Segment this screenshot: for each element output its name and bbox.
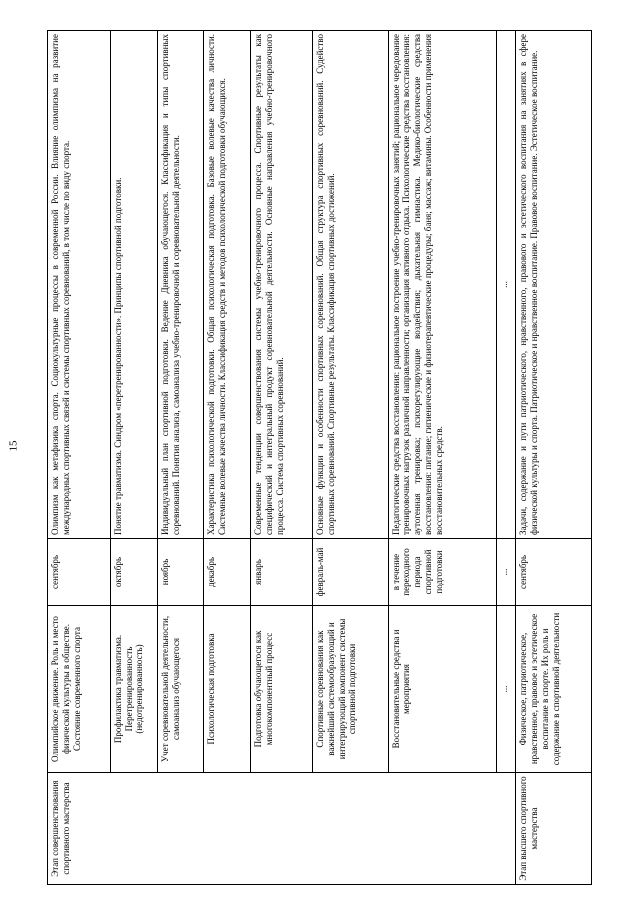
table-row bbox=[203, 31, 251, 885]
content-cell: Основные функции и особенности спортивных соревнований. Общая структура спортивных соревнований. Судейство спортивных соревнований. Спортивные результаты. Классификация спортивных достижений. bbox=[312, 31, 388, 539]
ellipsis-cell: ... bbox=[496, 31, 515, 539]
content-cell: Современные тенденции совершенствования системы учебно-тренировочного процесса. Спортивные результаты как специфический и интегральный продукт соревновательной деятельности. Основные направления учебно-тренировочного процесса. Система спортивных соревнований. bbox=[251, 31, 313, 539]
table-row bbox=[388, 31, 496, 885]
topic-cell: Спортивные соревнования как важнейший системообразующий и интегрирующий компонент системы спортивной подготовки bbox=[312, 606, 388, 773]
content-cell: Олимпизм как метафизика спорта. Социокультурные процессы в современной России. Влияние олимпизма на развитие международных спортивных связей и системы спортивных соревнований, в том числе по виду спорта. bbox=[48, 31, 111, 539]
table-row bbox=[48, 31, 111, 885]
period-cell: декабрь bbox=[203, 539, 251, 606]
content-cell: Педагогические средства восстановления: рациональное построение учебно-тренировочных занятий; рациональное чередование тренировочных нагрузок различной направленности; организация активного отдыха. Психологические средства восстановления: аутогенная тренировка; психорегулирующие воздействия; дыхательная гимнастика. Медико-биологические средства восстановления: питание; гигиенические и физиотерапевтические процедуры; баня; массаж; витамины. Особенности применения восстановительных средств. bbox=[388, 31, 496, 539]
period-cell: февраль-май bbox=[312, 539, 388, 606]
table-row bbox=[110, 31, 158, 885]
topic-cell: Восстановительные средства и мероприятия bbox=[388, 606, 496, 773]
rotated-page-content bbox=[47, 30, 592, 885]
table-row bbox=[251, 31, 313, 885]
table-row bbox=[516, 31, 592, 885]
content-cell: Понятие травматизма. Синдром «перетренированности». Принципы спортивной подготовки. bbox=[110, 31, 158, 539]
training-plan-table bbox=[47, 30, 592, 885]
table-row bbox=[496, 31, 515, 885]
period-cell: сентябрь bbox=[516, 539, 592, 606]
page-number: 15 bbox=[7, 440, 20, 452]
topic-cell: Олимпийское движение. Роль и место физической культуры в обществе. Состояние современного спорта bbox=[48, 606, 111, 773]
table-row bbox=[158, 31, 203, 885]
stage-cell-higher: Этап высшего спортивного мастерства bbox=[516, 773, 592, 885]
topic-cell: Подготовка обучающегося как многокомпонентный процесс bbox=[251, 606, 313, 773]
topic-cell: Физическое, патриотическое, нравственное, правовое и эстетическое воспитание в спорте. Их роль и содержание в спортивной деятельности bbox=[516, 606, 592, 773]
period-cell: в течение переходного периода спортивной подготовки bbox=[388, 539, 496, 606]
stage-cell-improvement: Этап совершенствования спортивного мастерства bbox=[48, 773, 516, 885]
ellipsis-cell: ... bbox=[496, 606, 515, 773]
period-cell: октябрь bbox=[110, 539, 158, 606]
topic-cell: Учет соревновательной деятельности, самоанализ обучающегося bbox=[158, 606, 203, 773]
period-cell: январь bbox=[251, 539, 313, 606]
period-cell: сентябрь bbox=[48, 539, 111, 606]
content-cell: Индивидуальный план спортивной подготовки. Ведение Дневника обучающегося. Классификация и типы спортивных соревнований. Понятия анализа, самоанализа учебно-тренировочной и соревновательной деятельности. bbox=[158, 31, 203, 539]
period-cell: ноябрь bbox=[158, 539, 203, 606]
topic-cell: Психологическая подготовка bbox=[203, 606, 251, 773]
ellipsis-cell: ... bbox=[496, 539, 515, 606]
content-cell: Характеристика психологической подготовки. Общая психологическая подготовка. Базовые волевые качества личности. Системные волевые качества личности. Классификация средств и методов психологической подготовки обучающихся. bbox=[203, 31, 251, 539]
content-cell: Задачи, содержание и пути патриотического, нравственного, правового и эстетического воспитания на занятиях в сфере физической культуры и спорта. Патриотическое и нравственное воспитание. Правовое воспитание. Эстетическое воспитание. bbox=[516, 31, 592, 539]
topic-cell: Профилактика травматизма. Перетренированность (недотренированность) bbox=[110, 606, 158, 773]
table-row bbox=[312, 31, 388, 885]
